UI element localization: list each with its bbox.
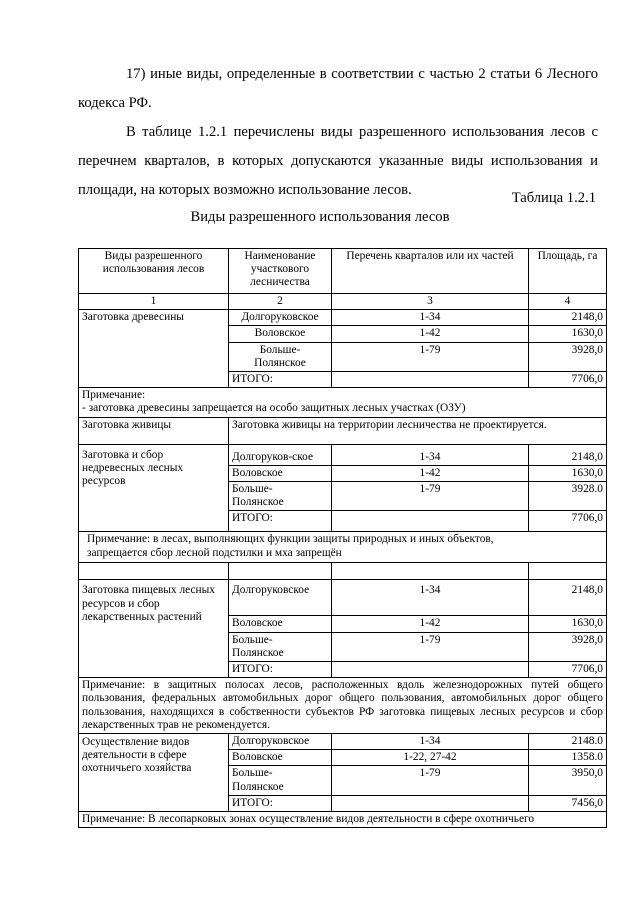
area-cell: 2148.0 [529, 734, 607, 750]
area-cell: 1630,0 [529, 326, 607, 342]
quarters-cell: 1-22, 27-42 [332, 750, 529, 766]
table-row [79, 444, 607, 465]
resin-note-cell: Заготовка живицы на территории лесничества не проектируется. [229, 417, 607, 444]
note-cell [79, 388, 607, 417]
header-quarters: Перечень кварталов или их частей [332, 249, 529, 294]
empty-cell [229, 563, 332, 580]
area-cell: 1630,0 [529, 616, 607, 632]
empty-cell [332, 372, 529, 388]
forestry-cell: Больше-Полянское [229, 632, 332, 661]
total-label: ИТОГО: [229, 511, 332, 532]
quarters-cell: 1-79 [332, 482, 529, 511]
header-area: Площадь, га [529, 249, 607, 294]
area-cell: 3928,0 [529, 632, 607, 661]
total-label: ИТОГО: [229, 662, 332, 678]
area-cell: 2148,0 [529, 580, 607, 616]
total-label: ИТОГО: [229, 372, 332, 388]
forestry-cell: Воловское [229, 326, 332, 342]
empty-cell [79, 563, 229, 580]
table-row [79, 734, 607, 750]
forestry-cell: Долгоруковское [229, 580, 332, 616]
empty-cell [332, 563, 529, 580]
total-label: ИТОГО: [229, 795, 332, 811]
usage-type-cell: Заготовка древесины [79, 310, 229, 388]
quarters-cell: 1-34 [332, 310, 529, 326]
total-area: 7706,0 [529, 372, 607, 388]
table-label: Таблица 1.2.1 [511, 190, 596, 206]
spacer-row [79, 563, 607, 580]
area-cell: 2148,0 [529, 444, 607, 465]
area-cell: 3928.0 [529, 482, 607, 511]
quarters-cell: 1-34 [332, 734, 529, 750]
note-row [79, 388, 607, 417]
quarters-cell: 1-79 [332, 632, 529, 661]
forestry-cell: Долгоруков-ское [229, 444, 332, 465]
header-row [79, 249, 607, 294]
paragraph-1 [78, 60, 598, 118]
area-cell: 3928,0 [529, 342, 607, 371]
total-area: 7706,0 [529, 511, 607, 532]
note-row [79, 532, 607, 563]
total-area: 7706,0 [529, 662, 607, 678]
quarters-cell: 1-79 [332, 342, 529, 371]
note-cell: Примечание: в защитных полосах лесов, расположенных вдоль железнодорожных путей общего пользования, федеральных автомобильных дорог общего пользования, автомобильных дорог общего пользования, находящихся в собственности субъектов РФ заготовка пищевых лесных ресурсов и сбор лекарственных трав не рекомендуется. [79, 678, 607, 734]
usage-table [78, 248, 607, 828]
table-row [79, 310, 607, 326]
paragraph-1-text: 17) иные виды, определенные в соответствии с частью 2 статьи 6 Лесного кодекса РФ. [78, 66, 598, 111]
empty-cell [332, 662, 529, 678]
forestry-cell: Долгоруковское [229, 734, 332, 750]
quarters-cell: 1-34 [332, 580, 529, 616]
usage-type-cell: Заготовка пищевых лесных ресурсов и сбор лекарственных растений [79, 580, 229, 678]
usage-type-cell: Заготовка и сбор недревесных лесных ресурсов [79, 444, 229, 532]
note-cell: Примечание: В лесопарковых зонах осуществление видов деятельности в сфере охотничьего [79, 812, 607, 828]
column-numbers-row [79, 294, 607, 310]
total-area: 7456,0 [529, 795, 607, 811]
forestry-cell: Воловское [229, 616, 332, 632]
column-number: 3 [332, 294, 529, 310]
forestry-cell: Больше-Полянское [229, 482, 332, 511]
quarters-cell: 1-42 [332, 465, 529, 481]
header-forestry: Наименование участкового лесничества [229, 249, 332, 294]
area-cell: 1358.0 [529, 750, 607, 766]
usage-type-cell: Осуществление видов деятельности в сфере охотничьего хозяйства [79, 734, 229, 812]
area-cell: 3950,0 [529, 766, 607, 795]
paragraph-2-text: В таблице 1.2.1 перечислены виды разрешенного использования лесов с перечнем кварталов, в которых допускаются указанные виды использования и площади, на которых возможно использование лесов. [78, 124, 598, 198]
note-row [79, 812, 607, 828]
quarters-cell: 1-42 [332, 616, 529, 632]
table-row [79, 417, 607, 444]
column-number: 4 [529, 294, 607, 310]
note-row [79, 678, 607, 734]
forestry-cell: Воловское [229, 465, 332, 481]
header-usage-type: Виды разрешенного использования лесов [79, 249, 229, 294]
forestry-cell: Больше-Полянское [229, 766, 332, 795]
forestry-cell: Воловское [229, 750, 332, 766]
table-row [79, 580, 607, 616]
quarters-cell: 1-42 [332, 326, 529, 342]
quarters-cell: 1-34 [332, 444, 529, 465]
usage-type-cell: Заготовка живицы [79, 417, 229, 444]
empty-cell [332, 795, 529, 811]
empty-cell [332, 511, 529, 532]
forestry-cell: Больше-Полянское [229, 342, 332, 371]
empty-cell [529, 563, 607, 580]
area-cell: 1630,0 [529, 465, 607, 481]
note-cell: Примечание: в лесах, выполняющих функции защиты природных и иных объектов, запрещается сбор лесной подстилки и мха запрещён [79, 532, 607, 563]
note-title: Примечание: [82, 389, 146, 402]
forestry-cell: Долгоруковское [229, 310, 332, 326]
column-number: 1 [79, 294, 229, 310]
table-title: Виды разрешенного использования лесов [190, 209, 450, 225]
column-number: 2 [229, 294, 332, 310]
area-cell: 2148,0 [529, 310, 607, 326]
quarters-cell: 1-79 [332, 766, 529, 795]
note-text: - заготовка древесины запрещается на особо защитных лесных участках (ОЗУ) [82, 402, 466, 415]
